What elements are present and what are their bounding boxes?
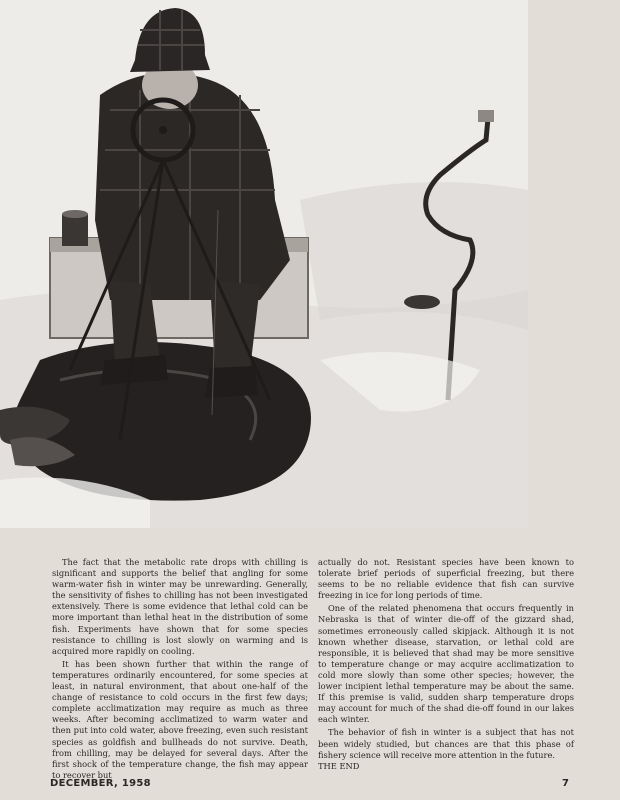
end-mark: THE END <box>318 760 360 771</box>
paragraph-left-2: It has been shown further that within the range of temperatures ordinarily encountered, for some species at least, in natural environment, that about one-half of the change of resistance to cold occurs in the first few days; complete acclimatization may require as much as three weeks. After becoming acclimatized to warm water and then put into cold water, above freezing, even such resistant species as goldfish and bullheads do not survive. Death, from chilling, may be delayed for several days. After the first shock of the temperature change, the fish may appear to recover but <box>52 658 308 780</box>
article-right-column <box>318 557 574 772</box>
page-number: 7 <box>562 778 569 789</box>
article-left-column <box>52 557 308 781</box>
paragraph-left-1: The fact that the metabolic rate drops with chilling is significant and supports the belief that angling for some warm-water fish in winter may be unrewarding. Generally, the sensitivity of fishes to chilling has not been investigated extensively. There is some evidence that lethal cold can be more important than lethal heat in the distribution of some fish. Experiments have shown that for some species resistance to chilling is lost slowly on warming and is acquired more rapidly on cooling. <box>52 557 308 656</box>
paragraph-right-3: The behavior of fish in winter is a subject that has not been widely studied, but chances are that this phase of fishery science will receive more attention in the future. <box>318 727 574 760</box>
issue-date: DECEMBER, 1958 <box>50 778 151 789</box>
paragraph-right-1: actually do not. Resistant species have been known to tolerate brief periods of superficial freezing, but there seems to be no reliable evidence that fish can survive freezing in ice for long periods of time. <box>318 557 574 601</box>
paragraph-right-2: One of the related phenomena that occurs frequently in Nebraska is that of winter die-off of the gizzard shad, sometimes erroneously called skipjack. Although it is not known whether disease, starvation, or lethal cold are responsible, it is believed that shad may be more sensitive to temperature change or may acquire acclimatization to cold more slowly than some other species; however, the lower incipient lethal temperature may be about the same. If this premise is valid, sudden sharp temperature drops may account for much of the shad die-off found in our lakes each winter. <box>318 603 574 725</box>
